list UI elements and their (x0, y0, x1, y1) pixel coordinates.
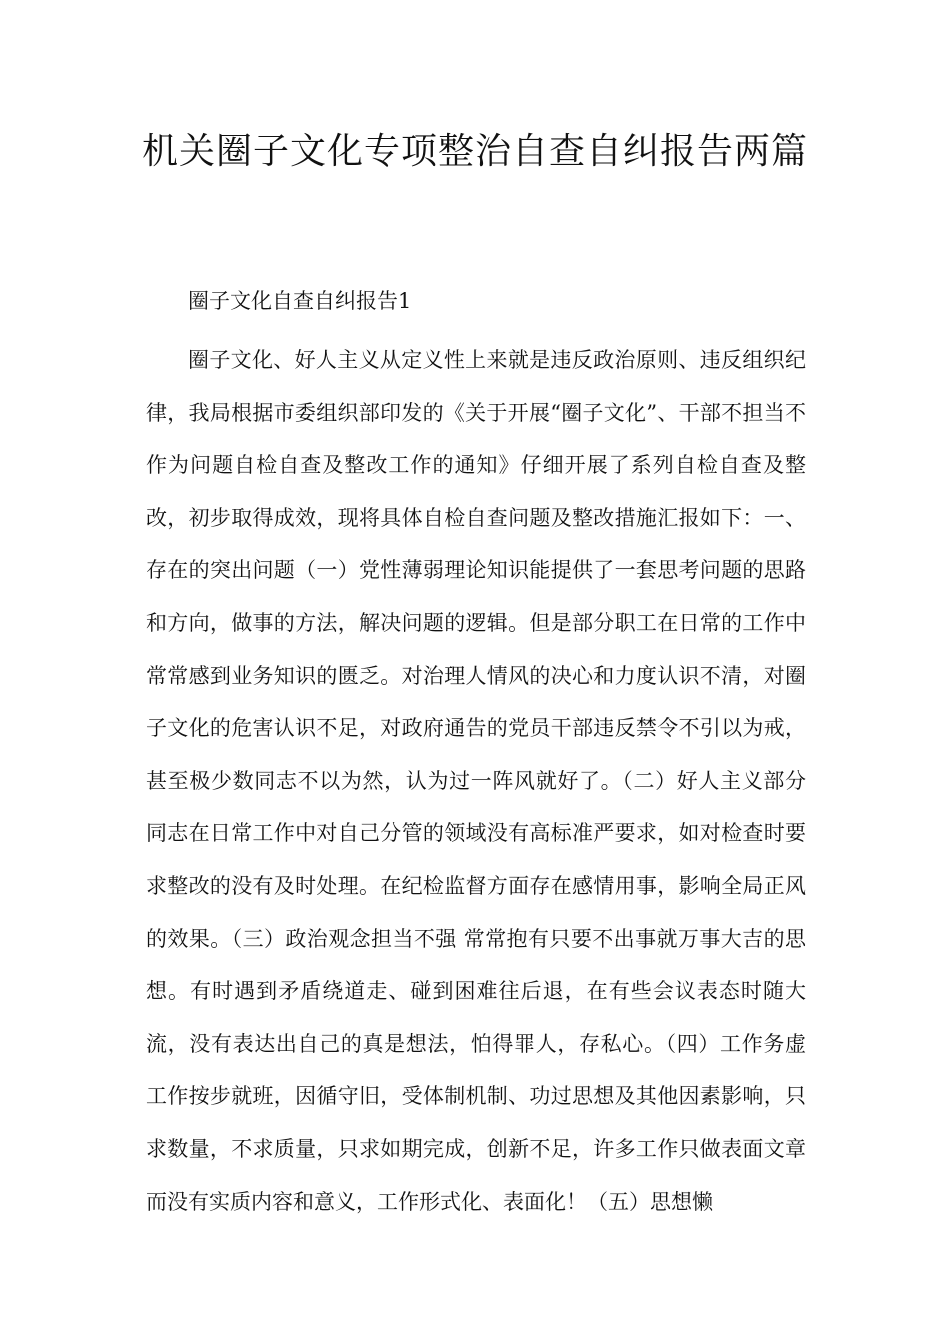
section-heading: 圈子文化自查自纠报告1 (188, 289, 412, 313)
body-paragraph: 圈子文化、好人主义从定义性上来就是违反政治原则、违反组织纪律，我局根据市委组织部印发的《关于开展“圈子文化”、干部不担当不作为问题自检自查及整改工作的通知》仔细开展了系列自检自查及整改，初步取得成效，现将具体自检自查问题及整改措施汇报如下：一、存在的突出问题（一）党性薄弱理论知识能提供了一套思考问题的思路和方向，做事的方法，解决问题的逻辑。但是部分职工在日常的工作中常常感到业务知识的匮乏。对治理人情风的决心和力度认识不清，对圈子文化的危害认识不足，对政府通告的党员干部违反禁令不引以为戒，甚至极少数同志不以为然，认为过一阵风就好了。（二）好人主义部分同志在日常工作中对自己分管的领域没有高标准严要求，如对检查时要求整改的没有及时处理。在纪检监督方面存在感情用事，影响全局正风的效果。（三）政治观念担当不强 常常抱有只要不出事就万事大吉的思想。有时遇到矛盾绕道走、碰到困难往后退，在有些会议表态时随大流，没有表达出自己的真是想法，怕得罪人，存私心。（四）工作务虚工作按步就班，因循守旧，受体制机制、功过思想及其他因素影响，只求数量，不求质量，只求如期完成，创新不足，许多工作只做表面文章而没有实质内容和意义，工作形式化、表面化！（五）思想懒 (146, 348, 806, 1214)
document-title: 机关圈子文化专项整治自查自纠报告两篇 (141, 131, 808, 172)
